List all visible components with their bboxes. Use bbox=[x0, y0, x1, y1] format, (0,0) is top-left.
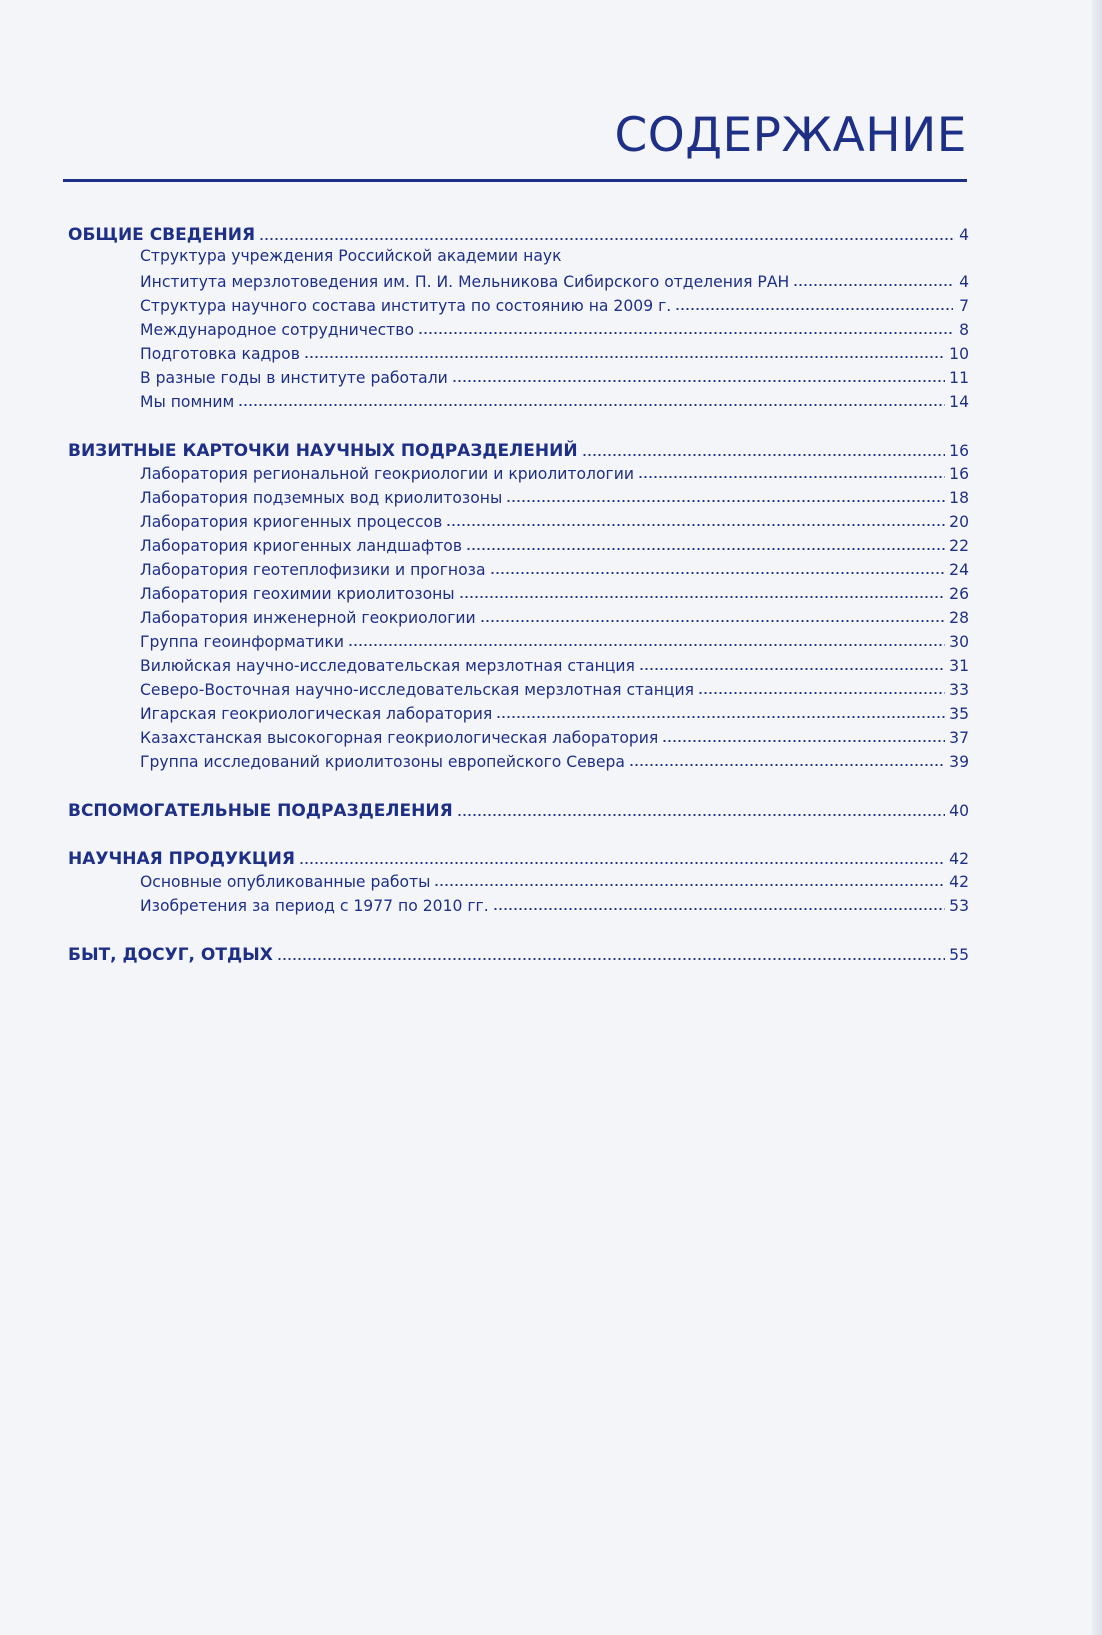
toc-entry bbox=[68, 487, 969, 511]
toc-section bbox=[68, 943, 969, 967]
title-divider bbox=[63, 179, 967, 182]
dot-leader bbox=[698, 681, 945, 697]
toc-entry bbox=[68, 679, 969, 703]
dot-leader bbox=[675, 297, 953, 313]
toc-entry-title: Лаборатория геотеплофизики и прогноза bbox=[140, 560, 486, 579]
dot-leader bbox=[793, 273, 953, 289]
dot-leader bbox=[457, 801, 945, 818]
toc-section-title: НАУЧНАЯ ПРОДУКЦИЯ bbox=[68, 849, 295, 869]
dot-leader bbox=[348, 633, 945, 649]
dot-leader bbox=[418, 321, 953, 337]
toc-entry-title: Мы помним bbox=[140, 392, 235, 411]
dot-leader bbox=[259, 225, 953, 242]
dot-leader bbox=[459, 585, 946, 601]
toc-section-heading bbox=[68, 847, 969, 871]
toc-section-heading bbox=[68, 943, 969, 967]
toc-section bbox=[68, 847, 969, 919]
toc-entry-title: Игарская геокриологическая лаборатория bbox=[140, 704, 493, 723]
toc-page-number: 18 bbox=[949, 488, 969, 507]
toc-page-number: 42 bbox=[949, 850, 969, 868]
toc-entry-title: Структура научного состава института по состоянию на 2009 г. bbox=[140, 296, 672, 315]
dot-leader bbox=[304, 345, 945, 361]
toc-page-number: 11 bbox=[949, 368, 969, 387]
toc-page-number: 37 bbox=[949, 728, 969, 747]
dot-leader bbox=[662, 729, 945, 745]
toc-entry bbox=[68, 367, 969, 391]
toc-entry-title: Казахстанская высокогорная геокриологическая лаборатория bbox=[140, 728, 659, 747]
toc-entry bbox=[68, 655, 969, 679]
toc-page-number: 53 bbox=[949, 896, 969, 915]
page-title: СОДЕРЖАНИЕ bbox=[614, 108, 967, 163]
toc-page-number: 33 bbox=[949, 680, 969, 699]
dot-leader bbox=[506, 489, 945, 505]
table-of-contents bbox=[68, 223, 969, 991]
toc-page-number: 39 bbox=[949, 752, 969, 771]
toc-entry-title: Основные опубликованные работы bbox=[140, 872, 431, 891]
toc-entry-title: Лаборатория региональной геокриологии и криолитологии bbox=[140, 464, 635, 483]
dot-leader bbox=[299, 849, 945, 866]
toc-page-number: 16 bbox=[949, 464, 969, 483]
toc-section-title: БЫТ, ДОСУГ, ОТДЫХ bbox=[68, 945, 273, 965]
toc-entry bbox=[68, 583, 969, 607]
dot-leader bbox=[277, 945, 945, 962]
toc-page-number: 7 bbox=[959, 296, 969, 315]
toc-entry-title: Группа геоинформатики bbox=[140, 632, 345, 651]
toc-page-number: 14 bbox=[949, 392, 969, 411]
toc-entry bbox=[68, 751, 969, 775]
toc-entry bbox=[68, 703, 969, 727]
toc-page-number: 22 bbox=[949, 536, 969, 555]
toc-entry bbox=[68, 271, 969, 295]
toc-section-heading bbox=[68, 799, 969, 823]
toc-entry bbox=[68, 295, 969, 319]
toc-section-title: ВСПОМОГАТЕЛЬНЫЕ ПОДРАЗДЕЛЕНИЯ bbox=[68, 801, 453, 821]
toc-section bbox=[68, 799, 969, 823]
toc-section bbox=[68, 439, 969, 775]
toc-entry bbox=[68, 247, 969, 271]
toc-entry-title: Изобретения за период с 1977 по 2010 гг. bbox=[140, 896, 489, 915]
dot-leader bbox=[238, 393, 945, 409]
toc-entry bbox=[68, 607, 969, 631]
toc-entry-title: Северо-Восточная научно-исследовательская мерзлотная станция bbox=[140, 680, 695, 699]
toc-page-number: 40 bbox=[949, 802, 969, 820]
dot-leader bbox=[493, 897, 945, 913]
toc-page-number: 10 bbox=[949, 344, 969, 363]
toc-entry-title: Лаборатория криогенных процессов bbox=[140, 512, 443, 531]
toc-page-number: 24 bbox=[949, 560, 969, 579]
toc-section-title: ВИЗИТНЫЕ КАРТОЧКИ НАУЧНЫХ ПОДРАЗДЕЛЕНИЙ bbox=[68, 441, 578, 461]
toc-page-number: 16 bbox=[949, 442, 969, 460]
toc-section-heading bbox=[68, 223, 969, 247]
toc-entry bbox=[68, 871, 969, 895]
dot-leader bbox=[446, 513, 945, 529]
toc-entry-title: В разные годы в институте работали bbox=[140, 368, 448, 387]
toc-page-number: 31 bbox=[949, 656, 969, 675]
toc-page-number: 26 bbox=[949, 584, 969, 603]
toc-section bbox=[68, 223, 969, 415]
toc-entry bbox=[68, 559, 969, 583]
toc-entry-title: Лаборатория инженерной геокриологии bbox=[140, 608, 476, 627]
toc-page-number: 20 bbox=[949, 512, 969, 531]
toc-page-number: 4 bbox=[959, 226, 969, 244]
toc-entry-title: Группа исследований криолитозоны европейского Севера bbox=[140, 752, 625, 771]
toc-page-number: 35 bbox=[949, 704, 969, 723]
dot-leader bbox=[490, 561, 946, 577]
toc-entry-title: Международное сотрудничество bbox=[140, 320, 414, 339]
dot-leader bbox=[452, 369, 945, 385]
dot-leader bbox=[496, 705, 945, 721]
toc-entry-title: Лаборатория криогенных ландшафтов bbox=[140, 536, 463, 555]
toc-entry-title: Института мерзлотоведения им. П. И. Мельникова Сибирского отделения РАН bbox=[140, 272, 790, 291]
dot-leader bbox=[639, 657, 945, 673]
dot-leader bbox=[638, 465, 945, 481]
toc-entry-title: Структура учреждения Российской академии наук bbox=[140, 247, 562, 265]
toc-entry bbox=[68, 511, 969, 535]
toc-page-number: 4 bbox=[959, 272, 969, 291]
toc-page-number: 42 bbox=[949, 872, 969, 891]
dot-leader bbox=[434, 873, 945, 889]
toc-entry bbox=[68, 727, 969, 751]
page-edge bbox=[1092, 0, 1102, 1635]
toc-page-number: 28 bbox=[949, 608, 969, 627]
dot-leader bbox=[466, 537, 945, 553]
dot-leader bbox=[480, 609, 945, 625]
toc-entry bbox=[68, 463, 969, 487]
toc-entry bbox=[68, 631, 969, 655]
toc-entry bbox=[68, 391, 969, 415]
toc-page-number: 8 bbox=[959, 320, 969, 339]
toc-entry bbox=[68, 535, 969, 559]
toc-section-title: ОБЩИЕ СВЕДЕНИЯ bbox=[68, 225, 256, 245]
toc-entry-title: Лаборатория подземных вод криолитозоны bbox=[140, 488, 503, 507]
toc-entry bbox=[68, 895, 969, 919]
toc-entry-title: Лаборатория геохимии криолитозоны bbox=[140, 584, 455, 603]
toc-section-heading bbox=[68, 439, 969, 463]
dot-leader bbox=[629, 753, 945, 769]
toc-entry-title: Вилюйская научно-исследовательская мерзлотная станция bbox=[140, 656, 635, 675]
dot-leader bbox=[582, 441, 946, 458]
toc-entry bbox=[68, 343, 969, 367]
toc-entry-title: Подготовка кадров bbox=[140, 344, 300, 363]
toc-page-number: 55 bbox=[949, 946, 969, 964]
toc-page-number: 30 bbox=[949, 632, 969, 651]
toc-entry bbox=[68, 319, 969, 343]
